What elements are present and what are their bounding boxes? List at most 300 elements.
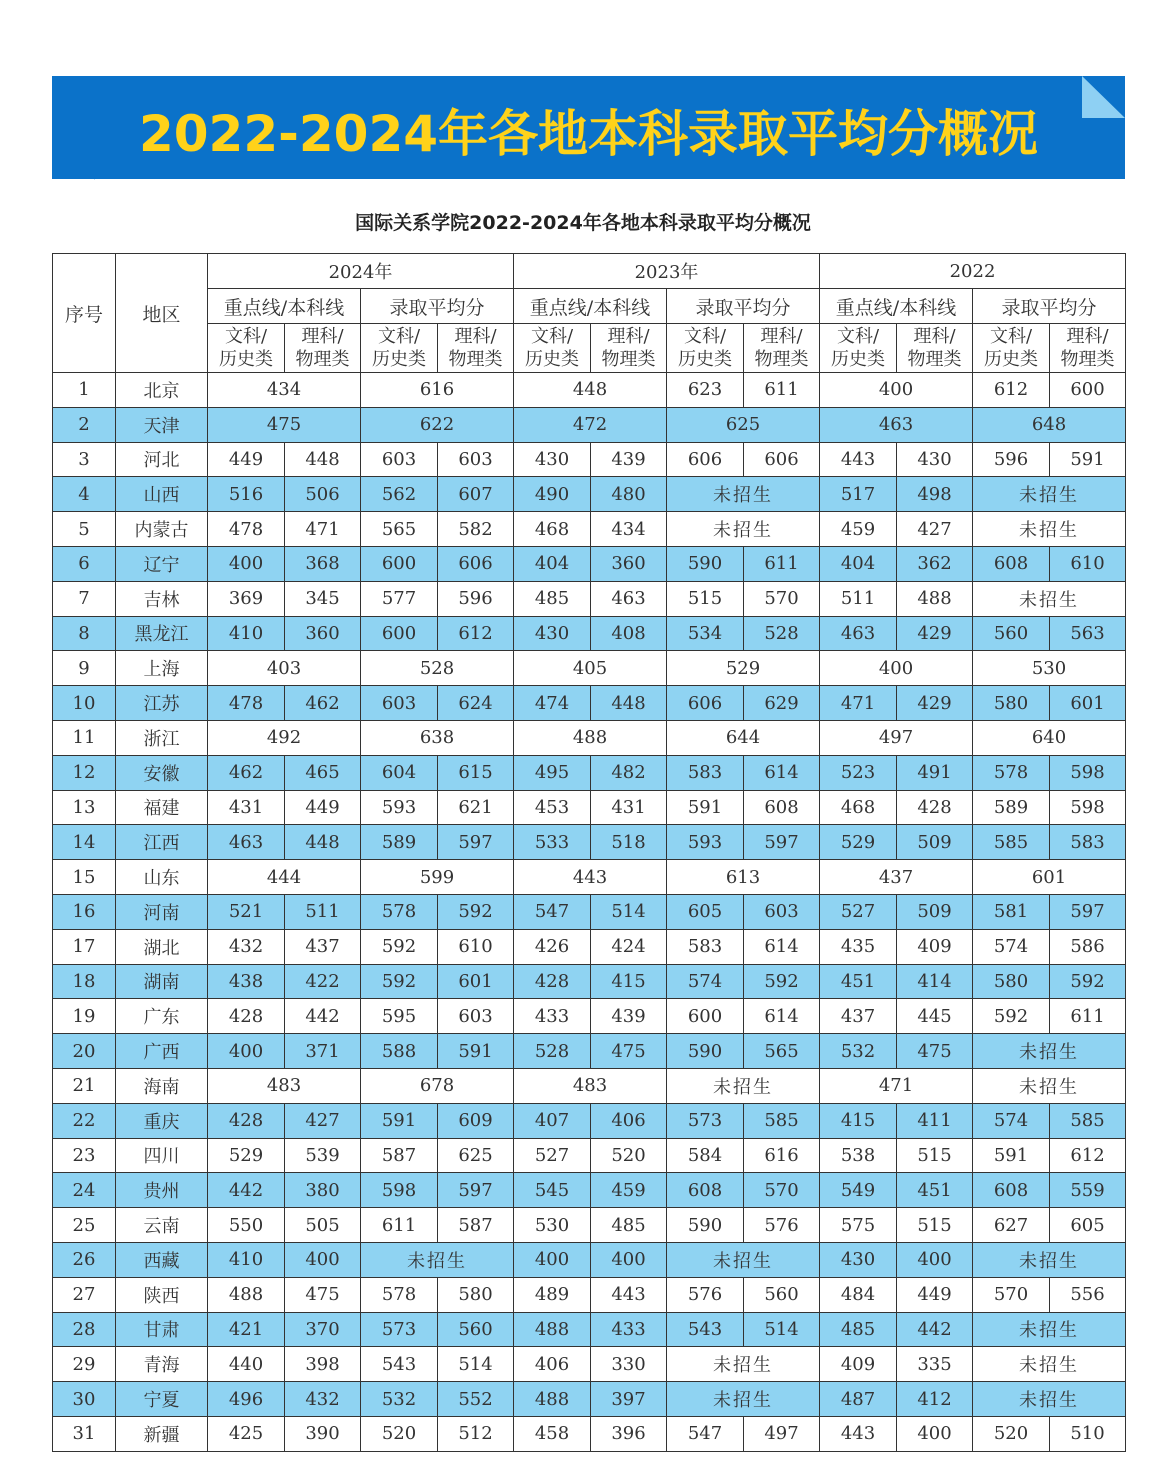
score-cell: 511 <box>285 894 361 929</box>
merged-score-cell: 625 <box>667 407 820 442</box>
score-cell: 445 <box>897 999 973 1034</box>
merged-score-cell: 483 <box>208 1068 361 1103</box>
not-recruited-cell: 未招生 <box>667 1068 820 1103</box>
table-row <box>53 512 1126 547</box>
header-year-2022: 2022 <box>820 254 1126 289</box>
score-cell: 438 <box>208 964 285 999</box>
score-cell: 583 <box>1050 825 1126 860</box>
score-cell: 583 <box>667 755 744 790</box>
not-recruited-cell: 未招生 <box>973 1068 1126 1103</box>
score-cell: 597 <box>1050 894 1126 929</box>
header-row-groups <box>53 289 1126 324</box>
header-science-physics-line1: 理科/ <box>760 326 803 347</box>
row-region: 天津 <box>116 407 208 442</box>
score-cell: 509 <box>897 825 973 860</box>
table-row <box>53 894 1126 929</box>
merged-score-cell: 483 <box>514 1068 667 1103</box>
score-cell: 449 <box>897 1277 973 1312</box>
score-cell: 488 <box>514 1312 591 1347</box>
row-region: 贵州 <box>116 1173 208 1208</box>
score-cell: 601 <box>438 964 514 999</box>
header-avg-score: 录取平均分 <box>667 289 820 324</box>
row-region: 西藏 <box>116 1242 208 1277</box>
score-cell: 516 <box>208 477 285 512</box>
score-cell: 432 <box>285 1382 361 1417</box>
score-cell: 471 <box>820 686 897 721</box>
row-region: 福建 <box>116 790 208 825</box>
table-row <box>53 999 1126 1034</box>
score-cell: 600 <box>361 616 438 651</box>
merged-score-cell: 475 <box>208 407 361 442</box>
score-cell: 532 <box>820 1034 897 1069</box>
header-arts-history-line1: 文科/ <box>530 326 574 347</box>
score-cell: 598 <box>1050 790 1126 825</box>
row-region: 海南 <box>116 1068 208 1103</box>
score-cell: 533 <box>514 825 591 860</box>
score-cell: 608 <box>744 790 820 825</box>
merged-score-cell: 443 <box>514 860 667 895</box>
score-cell: 592 <box>1050 964 1126 999</box>
header-arts-history <box>208 324 285 373</box>
score-cell: 560 <box>744 1277 820 1312</box>
score-cell: 538 <box>820 1138 897 1173</box>
score-cell: 605 <box>667 894 744 929</box>
row-region: 云南 <box>116 1208 208 1243</box>
not-recruited-cell: 未招生 <box>973 477 1126 512</box>
row-region: 河北 <box>116 442 208 477</box>
merged-score-cell: 405 <box>514 651 667 686</box>
table-row <box>53 546 1126 581</box>
score-cell: 468 <box>514 512 591 547</box>
score-cell: 390 <box>285 1416 361 1451</box>
row-index: 19 <box>53 999 116 1034</box>
score-cell: 596 <box>438 581 514 616</box>
score-cell: 604 <box>361 755 438 790</box>
row-index: 30 <box>53 1382 116 1417</box>
table-row <box>53 720 1126 755</box>
header-key-line: 重点线/本科线 <box>820 289 973 324</box>
score-cell: 400 <box>897 1242 973 1277</box>
score-cell: 614 <box>744 929 820 964</box>
not-recruited-cell: 未招生 <box>973 1382 1126 1417</box>
score-cell: 448 <box>285 825 361 860</box>
score-cell: 574 <box>973 929 1050 964</box>
merged-score-cell: 472 <box>514 407 667 442</box>
header-science-physics-line1: 理科/ <box>913 326 956 347</box>
merged-score-cell: 492 <box>208 720 361 755</box>
score-cell: 597 <box>438 1173 514 1208</box>
row-index: 23 <box>53 1138 116 1173</box>
header-region: 地区 <box>116 254 208 373</box>
table-row <box>53 1068 1126 1103</box>
score-cell: 514 <box>744 1312 820 1347</box>
score-cell: 520 <box>973 1416 1050 1451</box>
score-cell: 482 <box>591 755 667 790</box>
score-cell: 400 <box>897 1416 973 1451</box>
score-cell: 442 <box>208 1173 285 1208</box>
score-cell: 400 <box>591 1242 667 1277</box>
score-cell: 428 <box>208 999 285 1034</box>
header-avg-score: 录取平均分 <box>361 289 514 324</box>
score-cell: 431 <box>591 790 667 825</box>
score-cell: 474 <box>514 686 591 721</box>
score-cell: 587 <box>361 1138 438 1173</box>
row-region: 广东 <box>116 999 208 1034</box>
score-cell: 431 <box>208 790 285 825</box>
score-cell: 437 <box>285 929 361 964</box>
score-cell: 489 <box>514 1277 591 1312</box>
score-table <box>52 253 1126 1452</box>
score-cell: 597 <box>438 825 514 860</box>
merged-score-cell: 497 <box>820 720 973 755</box>
score-cell: 362 <box>897 546 973 581</box>
row-index: 26 <box>53 1242 116 1277</box>
score-cell: 600 <box>667 999 744 1034</box>
header-key-line: 重点线/本科线 <box>208 289 361 324</box>
score-cell: 400 <box>285 1242 361 1277</box>
merged-score-cell: 530 <box>973 651 1126 686</box>
score-cell: 514 <box>438 1347 514 1382</box>
score-cell: 597 <box>744 825 820 860</box>
score-cell: 437 <box>820 999 897 1034</box>
score-cell: 425 <box>208 1416 285 1451</box>
table-row <box>53 651 1126 686</box>
score-cell: 610 <box>438 929 514 964</box>
score-cell: 433 <box>514 999 591 1034</box>
table-row <box>53 1242 1126 1277</box>
not-recruited-cell: 未招生 <box>667 1347 820 1382</box>
score-cell: 593 <box>361 790 438 825</box>
score-cell: 580 <box>973 686 1050 721</box>
row-region: 广西 <box>116 1034 208 1069</box>
score-cell: 608 <box>973 546 1050 581</box>
score-cell: 556 <box>1050 1277 1126 1312</box>
score-cell: 360 <box>285 616 361 651</box>
row-index: 28 <box>53 1312 116 1347</box>
not-recruited-cell: 未招生 <box>667 512 820 547</box>
row-region: 黑龙江 <box>116 616 208 651</box>
score-cell: 565 <box>361 512 438 547</box>
score-cell: 624 <box>438 686 514 721</box>
merged-score-cell: 403 <box>208 651 361 686</box>
score-cell: 575 <box>820 1208 897 1243</box>
score-cell: 592 <box>744 964 820 999</box>
score-cell: 404 <box>514 546 591 581</box>
score-cell: 440 <box>208 1347 285 1382</box>
score-cell: 484 <box>820 1277 897 1312</box>
score-cell: 491 <box>897 755 973 790</box>
score-cell: 543 <box>667 1312 744 1347</box>
score-cell: 608 <box>667 1173 744 1208</box>
row-region: 安徽 <box>116 755 208 790</box>
score-cell: 430 <box>514 442 591 477</box>
score-cell: 528 <box>744 616 820 651</box>
score-cell: 478 <box>208 512 285 547</box>
score-cell: 589 <box>973 790 1050 825</box>
score-cell: 547 <box>667 1416 744 1451</box>
header-index: 序号 <box>53 254 116 373</box>
score-cell: 592 <box>973 999 1050 1034</box>
score-cell: 580 <box>973 964 1050 999</box>
score-cell: 371 <box>285 1034 361 1069</box>
table-row <box>53 1138 1126 1173</box>
score-cell: 442 <box>285 999 361 1034</box>
score-cell: 471 <box>285 512 361 547</box>
score-cell: 410 <box>208 1242 285 1277</box>
table-row <box>53 1277 1126 1312</box>
row-index: 27 <box>53 1277 116 1312</box>
score-cell: 543 <box>361 1347 438 1382</box>
table-row <box>53 477 1126 512</box>
score-cell: 528 <box>514 1034 591 1069</box>
score-cell: 490 <box>514 477 591 512</box>
score-cell: 609 <box>438 1103 514 1138</box>
score-cell: 432 <box>208 929 285 964</box>
row-index: 25 <box>53 1208 116 1243</box>
score-cell: 415 <box>820 1103 897 1138</box>
score-cell: 428 <box>897 790 973 825</box>
score-cell: 614 <box>744 999 820 1034</box>
score-cell: 603 <box>438 442 514 477</box>
score-cell: 601 <box>1050 686 1126 721</box>
table-row <box>53 1312 1126 1347</box>
score-cell: 449 <box>208 442 285 477</box>
header-arts-history <box>514 324 591 373</box>
score-cell: 574 <box>973 1103 1050 1138</box>
header-avg-score: 录取平均分 <box>973 289 1126 324</box>
score-cell: 591 <box>361 1103 438 1138</box>
merged-score-cell: 613 <box>667 860 820 895</box>
score-cell: 560 <box>438 1312 514 1347</box>
score-cell: 603 <box>361 442 438 477</box>
score-cell: 514 <box>591 894 667 929</box>
not-recruited-cell: 未招生 <box>973 1312 1126 1347</box>
score-cell: 606 <box>667 442 744 477</box>
row-region: 湖北 <box>116 929 208 964</box>
score-cell: 582 <box>438 512 514 547</box>
row-index: 10 <box>53 686 116 721</box>
header-science-physics <box>1050 324 1126 373</box>
score-cell: 449 <box>285 790 361 825</box>
header-arts-history-line2: 历史类 <box>219 349 273 370</box>
row-region: 甘肃 <box>116 1312 208 1347</box>
row-index: 4 <box>53 477 116 512</box>
header-science-physics <box>744 324 820 373</box>
score-cell: 430 <box>897 442 973 477</box>
header-science-physics <box>591 324 667 373</box>
row-region: 山东 <box>116 860 208 895</box>
table-row <box>53 686 1126 721</box>
score-cell: 608 <box>973 1173 1050 1208</box>
score-cell: 570 <box>744 1173 820 1208</box>
not-recruited-cell: 未招生 <box>973 1242 1126 1277</box>
score-cell: 442 <box>897 1312 973 1347</box>
score-cell: 410 <box>208 616 285 651</box>
score-cell: 443 <box>820 442 897 477</box>
not-recruited-cell: 未招生 <box>973 1347 1126 1382</box>
banner-title: 2022-2024年各地本科录取平均分概况 <box>138 105 1039 163</box>
score-cell: 480 <box>591 477 667 512</box>
score-cell: 459 <box>591 1173 667 1208</box>
score-cell: 400 <box>514 1242 591 1277</box>
score-cell: 412 <box>897 1382 973 1417</box>
title-banner <box>52 76 1125 179</box>
merged-score-cell: 434 <box>208 373 361 408</box>
score-cell: 595 <box>361 999 438 1034</box>
row-index: 20 <box>53 1034 116 1069</box>
score-cell: 498 <box>897 477 973 512</box>
score-cell: 414 <box>897 964 973 999</box>
score-cell: 603 <box>744 894 820 929</box>
score-cell: 497 <box>744 1416 820 1451</box>
row-index: 31 <box>53 1416 116 1451</box>
score-cell: 607 <box>438 477 514 512</box>
score-cell: 532 <box>361 1382 438 1417</box>
merged-score-cell: 471 <box>820 1068 973 1103</box>
header-science-physics-line1: 理科/ <box>607 326 650 347</box>
row-index: 8 <box>53 616 116 651</box>
not-recruited-cell: 未招生 <box>973 512 1126 547</box>
score-cell: 603 <box>361 686 438 721</box>
score-cell: 588 <box>361 1034 438 1069</box>
table-row <box>53 825 1126 860</box>
score-cell: 611 <box>744 546 820 581</box>
score-cell: 574 <box>667 964 744 999</box>
header-arts-history-line2: 历史类 <box>678 349 732 370</box>
header-science-physics-line2: 物理类 <box>907 349 962 370</box>
row-index: 18 <box>53 964 116 999</box>
row-region: 青海 <box>116 1347 208 1382</box>
score-cell: 398 <box>285 1347 361 1382</box>
merged-score-cell: 400 <box>820 373 973 408</box>
header-science-physics-line2: 物理类 <box>601 349 656 370</box>
score-cell: 629 <box>744 686 820 721</box>
score-cell: 488 <box>208 1277 285 1312</box>
row-index: 16 <box>53 894 116 929</box>
score-cell: 408 <box>591 616 667 651</box>
score-cell: 570 <box>973 1277 1050 1312</box>
row-region: 上海 <box>116 651 208 686</box>
score-cell: 545 <box>514 1173 591 1208</box>
header-arts-history-line2: 历史类 <box>831 349 885 370</box>
score-cell: 589 <box>361 825 438 860</box>
row-index: 15 <box>53 860 116 895</box>
score-cell: 584 <box>667 1138 744 1173</box>
score-cell: 550 <box>208 1208 285 1243</box>
score-cell: 458 <box>514 1416 591 1451</box>
score-cell: 592 <box>361 929 438 964</box>
merged-score-cell: 640 <box>973 720 1126 755</box>
score-cell: 576 <box>744 1208 820 1243</box>
score-cell: 606 <box>667 686 744 721</box>
score-cell: 430 <box>514 616 591 651</box>
table-row <box>53 1208 1126 1243</box>
table-row <box>53 407 1126 442</box>
header-arts-history-line2: 历史类 <box>372 349 426 370</box>
banner-fold-right <box>1082 76 1126 119</box>
table-row <box>53 790 1126 825</box>
score-cell: 585 <box>1050 1103 1126 1138</box>
score-cell: 600 <box>361 546 438 581</box>
score-cell: 578 <box>361 1277 438 1312</box>
merged-score-cell: 529 <box>667 651 820 686</box>
row-index: 9 <box>53 651 116 686</box>
score-cell: 615 <box>438 755 514 790</box>
row-index: 14 <box>53 825 116 860</box>
score-cell: 429 <box>897 686 973 721</box>
score-cell: 443 <box>591 1277 667 1312</box>
score-cell: 369 <box>208 581 285 616</box>
score-cell: 459 <box>820 512 897 547</box>
header-science-physics <box>285 324 361 373</box>
row-region: 吉林 <box>116 581 208 616</box>
table-row <box>53 1382 1126 1417</box>
score-cell: 611 <box>1050 999 1126 1034</box>
score-cell: 468 <box>820 790 897 825</box>
not-recruited-cell: 未招生 <box>667 1242 820 1277</box>
score-cell: 560 <box>973 616 1050 651</box>
score-cell: 463 <box>820 616 897 651</box>
row-region: 四川 <box>116 1138 208 1173</box>
header-science-physics-line2: 物理类 <box>448 349 503 370</box>
row-index: 3 <box>53 442 116 477</box>
score-cell: 593 <box>667 825 744 860</box>
score-cell: 623 <box>667 373 744 408</box>
score-cell: 549 <box>820 1173 897 1208</box>
row-index: 21 <box>53 1068 116 1103</box>
score-cell: 506 <box>285 477 361 512</box>
score-cell: 429 <box>897 616 973 651</box>
score-cell: 581 <box>973 894 1050 929</box>
score-cell: 527 <box>514 1138 591 1173</box>
table-row <box>53 581 1126 616</box>
score-cell: 565 <box>744 1034 820 1069</box>
merged-score-cell: 400 <box>820 651 973 686</box>
score-cell: 563 <box>1050 616 1126 651</box>
row-region: 辽宁 <box>116 546 208 581</box>
row-region: 湖南 <box>116 964 208 999</box>
score-cell: 509 <box>897 894 973 929</box>
merged-score-cell: 622 <box>361 407 514 442</box>
table-row <box>53 442 1126 477</box>
table-row <box>53 1173 1126 1208</box>
merged-score-cell: 528 <box>361 651 514 686</box>
score-cell: 592 <box>361 964 438 999</box>
score-cell: 596 <box>973 442 1050 477</box>
score-cell: 448 <box>285 442 361 477</box>
score-cell: 600 <box>1050 373 1126 408</box>
merged-score-cell: 599 <box>361 860 514 895</box>
merged-score-cell: 463 <box>820 407 973 442</box>
merged-score-cell: 648 <box>973 407 1126 442</box>
score-cell: 426 <box>514 929 591 964</box>
merged-score-cell: 488 <box>514 720 667 755</box>
score-cell: 370 <box>285 1312 361 1347</box>
score-cell: 573 <box>667 1103 744 1138</box>
score-cell: 330 <box>591 1347 667 1382</box>
score-cell: 586 <box>1050 929 1126 964</box>
score-cell: 570 <box>744 581 820 616</box>
score-cell: 559 <box>1050 1173 1126 1208</box>
row-index: 13 <box>53 790 116 825</box>
score-cell: 512 <box>438 1416 514 1451</box>
score-cell: 591 <box>438 1034 514 1069</box>
header-science-physics-line2: 物理类 <box>295 349 350 370</box>
not-recruited-cell: 未招生 <box>667 477 820 512</box>
merged-score-cell: 437 <box>820 860 973 895</box>
row-index: 7 <box>53 581 116 616</box>
score-cell: 598 <box>361 1173 438 1208</box>
